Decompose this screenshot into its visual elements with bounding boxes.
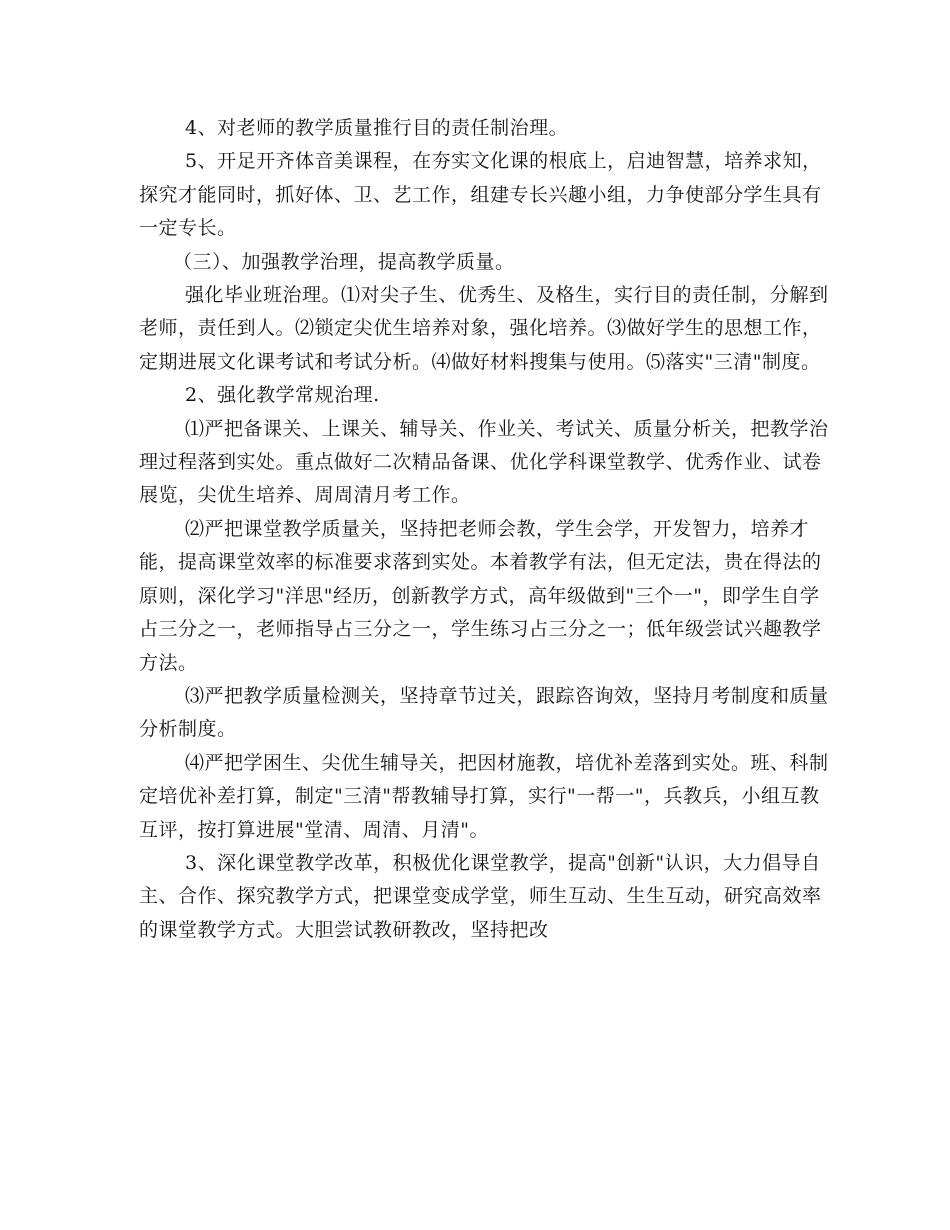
paragraph-graduating-class: 强化毕业班治理。⑴对尖子生、优秀生、及格生，实行目的责任制，分解到老师，责任到人。⑵锁定尖优生培养对象，强化培养。⑶做好学生的思想工作，定期进展文化课考试和考试分析。⑷做好材料搜集与使用。⑸落实"三清"制度。: [139, 284, 829, 373]
paragraph-item-2-routine: 2、强化教学常规治理.: [185, 384, 380, 407]
paragraph-sub-3-quality-testing: ⑶严把教学质量检测关，坚持章节过关，跟踪咨询效，坚持月考制度和质量分析制度。: [139, 684, 829, 741]
paragraph-sub-2-classroom-quality: ⑵严把课堂教学质量关，坚持把老师会教，学生会学，开发智力，培养才能，提高课堂效率的标准要求落到实处。本着教学有法，但无定法，贵在得法的原则，深化学习"洋思"经历，创新教学方式，高年级做到"三个一"，即学生自学占三分之一，老师指导占三分之一，学生练习占三分之一；低年级尝试兴趣教学方法。: [139, 517, 822, 674]
document-body: [139, 112, 829, 947]
section-heading-3: （三）、加强教学治理，提高教学质量。: [173, 250, 515, 273]
paragraph-item-5-courses: 5、开足开齐体音美课程，在夯实文化课的根底上，启迪智慧，培养求知，探究才能同时，抓好体、卫、艺工作，组建专长兴趣小组，力争使部分学生具有一定专长。: [139, 150, 822, 240]
paragraph-item-4-responsibility: 4、对老师的教学质量推行目的责任制治理。: [185, 117, 569, 139]
paragraph-sub-4-tutoring: ⑷严把学困生、尖优生辅导关，把因材施教，培优补差落到实处。班、科制定培优补差打算，制定"三清"帮教辅导打算，实行"一帮一"，兵教兵，小组互教互评，按打算进展"堂清、周清、月清"。: [139, 751, 829, 841]
paragraph-item-3-reform: 3、深化课堂教学改革，积极优化课堂教学，提高"创新"认识，大力倡导自主、合作、探究教学方式，把课堂变成学堂，师生互动、生生互动，研究高效率的课堂教学方式。大胆尝试教研教改，坚持把改: [139, 851, 822, 941]
paragraph-sub-1-lesson-prep: ⑴严把备课关、上课关、辅导关、作业关、考试关、质量分析关，把教学治理过程落到实处。重点做好二次精品备课、优化学科课堂教学、优秀作业、试卷展览，尖优生培养、周周清月考工作。: [139, 417, 829, 507]
